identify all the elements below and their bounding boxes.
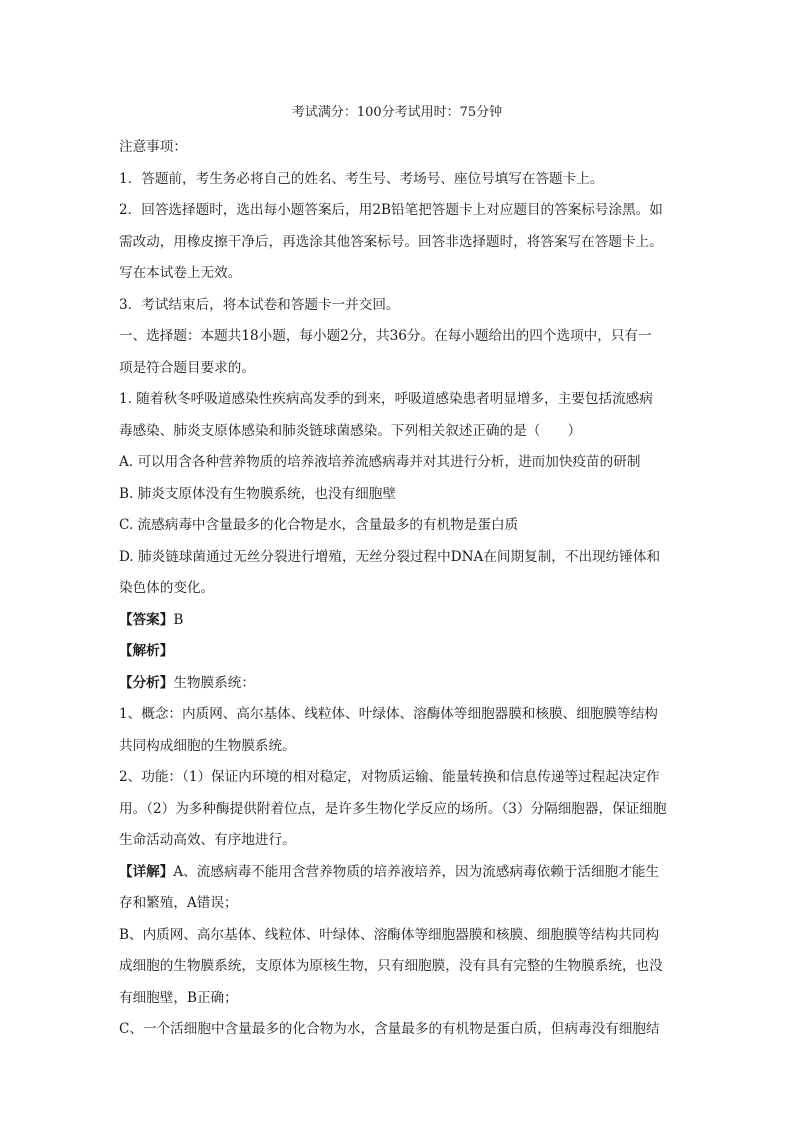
- document-body: [119, 132, 675, 1046]
- notice-item-2-cont: 需改动，用橡皮擦干净后，再选涂其他答案标号。回答非选择题时，将答案写在答题卡上。: [119, 233, 663, 250]
- notice-title: 注意事项：: [119, 139, 187, 155]
- point-2-cont-2: 生命活动高效、有序地进行。: [119, 832, 296, 848]
- answer-line: [119, 605, 675, 637]
- answer-value: B: [173, 611, 184, 628]
- fenxi-text: 生物膜系统：: [173, 674, 255, 691]
- detail-b-cont: 成细胞的生物膜系统，支原体为原核生物，只有细胞膜，没有具有完整的生物膜系统，也没: [119, 958, 663, 974]
- detail-tag: 【详解】: [119, 863, 174, 880]
- notice-item-3: 3．考试结束后，将本试卷和答题卡一并交回。: [119, 296, 400, 313]
- section-heading-cont: 项是符合题目要求的。: [119, 359, 255, 376]
- option-d-cont: 染色体的变化。: [119, 580, 215, 596]
- notice-item-2: 2．回答选择题时，选出每小题答案后，用2B铅笔把答题卡上对应题目的答案标号涂黑。如: [119, 202, 663, 218]
- point-2: 2、功能：（1）保证内环境的相对稳定，对物质运输、能量转换和信息传递等过程起决定作: [119, 769, 660, 785]
- option-d: D. 肺炎链球菌通过无丝分裂进行增殖，无丝分裂过程中DNA在间期复制，不出现纺锤体和: [119, 548, 661, 565]
- analysis-tag: 【解析】: [119, 643, 174, 659]
- option-a: A. 可以用含各种营养物质的培养液培养流感病毒并对其进行分析，进而加快疫苗的研制: [119, 454, 641, 470]
- detail-c: C、一个活细胞中含量最多的化合物为水，含量最多的有机物是蛋白质，但病毒没有细胞结: [119, 1021, 660, 1037]
- detail-a-cont: 存和繁殖，A错误；: [119, 895, 238, 911]
- detail-a-line: [119, 857, 675, 889]
- exam-info-header: 考试满分：100分考试用时：75分钟: [291, 105, 503, 120]
- fenxi-tag: 【分析】: [119, 674, 174, 691]
- question-1-stem-cont: 毒感染、肺炎支原体感染和肺炎链球菌感染。下列相关叙述正确的是（ ）: [119, 422, 582, 439]
- fenxi-line: [119, 668, 675, 700]
- detail-a-text: A、流感病毒不能用含营养物质的培养液培养，因为流感病毒依赖于活细胞才能生: [173, 863, 659, 880]
- analysis-line: [119, 636, 675, 668]
- answer-tag: 【答案】: [119, 611, 174, 628]
- section-heading: 一、选择题：本题共18小题，每小题2分，共36分。在每小题给出的四个选项中，只有一: [119, 328, 652, 344]
- point-1-cont: 共同构成细胞的生物膜系统。: [119, 737, 296, 754]
- notice-item-2-cont-2: 写在本试卷上无效。: [119, 265, 242, 281]
- notice-item-1: 1．答题前，考生务必将自己的姓名、考生号、考场号、座位号填写在答题卡上。: [119, 170, 604, 187]
- point-1: 1、概念：内质网、高尔基体、线粒体、叶绿体、溶酶体等细胞器膜和核膜、细胞膜等结构: [119, 706, 658, 722]
- detail-b-cont-2: 有细胞壁，B正确；: [119, 989, 238, 1006]
- option-b: B. 肺炎支原体没有生物膜系统，也没有细胞壁: [119, 485, 396, 502]
- option-c: C. 流感病毒中含量最多的化合物是水，含量最多的有机物是蛋白质: [119, 517, 519, 533]
- question-1-stem: 1. 随着秋冬呼吸道感染性疾病高发季的到来，呼吸道感染患者明显增多，主要包括流感病: [119, 391, 653, 407]
- point-2-cont: 用。（2）为多种酶提供附着位点，是许多生物化学反应的场所。（3）分隔细胞器，保证细胞: [119, 800, 667, 817]
- detail-b: B、内质网、高尔基体、线粒体、叶绿体、溶酶体等细胞器膜和核膜、细胞膜等结构共同构: [119, 926, 660, 943]
